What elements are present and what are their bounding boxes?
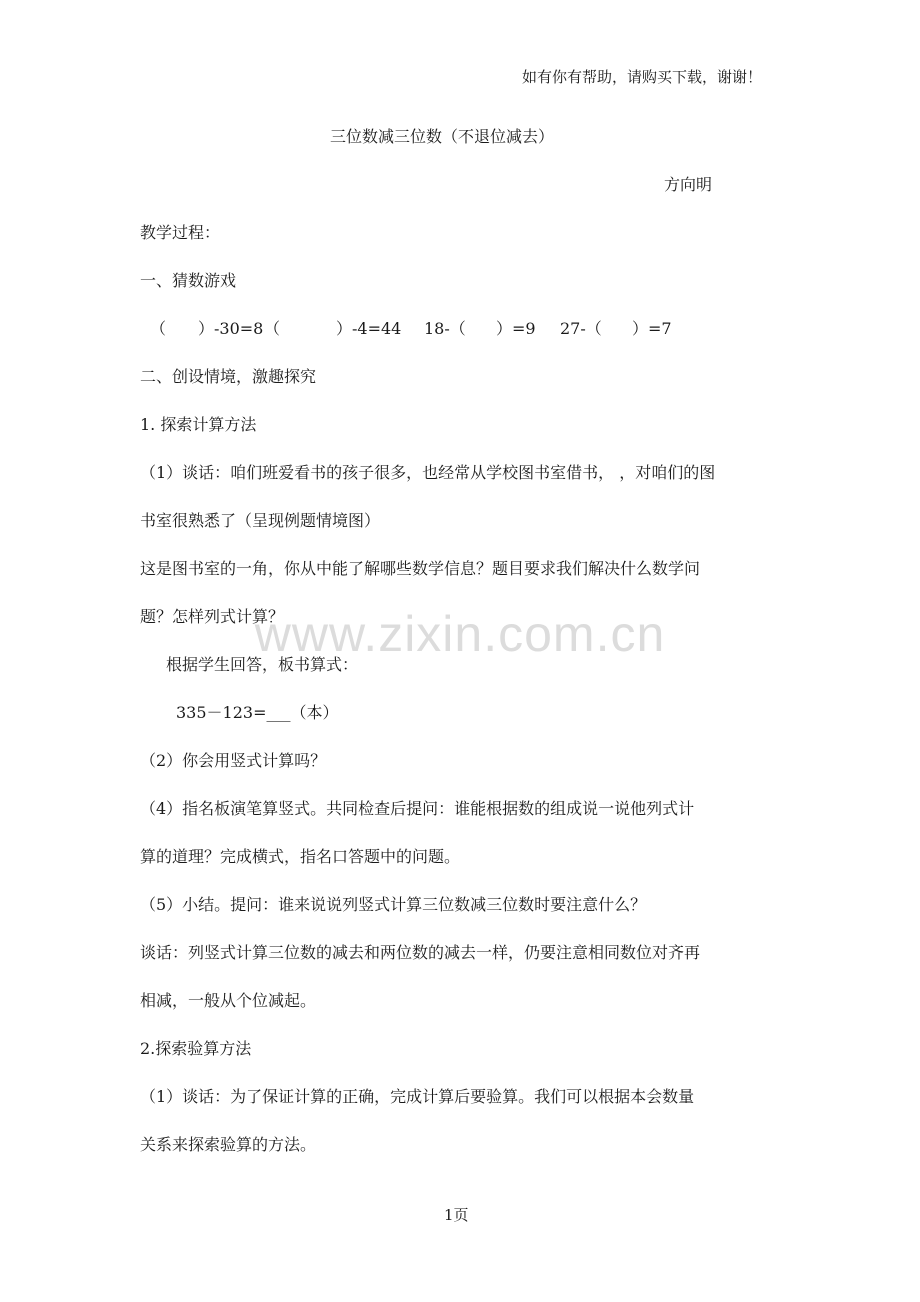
paragraph-1-line-1: （1）谈话：咱们班爱看书的孩子很多，也经常从学校图书室借书， ，对咱们的图 — [140, 463, 716, 482]
section-heading-2: 二、创设情境，激趣探究 — [140, 367, 317, 386]
subheading-1: 1. 探索计算方法 — [140, 415, 257, 434]
paragraph-5-line-2: 算的道理？完成横式，指名口答题中的问题。 — [140, 847, 461, 866]
author-name: 方向明 — [664, 175, 713, 194]
guess-3-open: 18-（ — [424, 319, 466, 338]
header-note: 如有你有帮助，请购买下载，谢谢！ — [522, 68, 763, 86]
watermark: www.zixin.com.cn — [254, 606, 666, 662]
paragraph-2-line-1: 这是图书室的一角，你从中能了解哪些数学信息？题目要求我们解决什么数学问 — [140, 559, 701, 578]
paragraph-4: （2）你会用竖式计算吗？ — [140, 751, 327, 770]
paragraph-8-line-1: （1）谈话：为了保证计算的正确，完成计算后要验算。我们可以根据本会数量 — [140, 1087, 695, 1106]
paragraph-7-line-2: 相减，一般从个位减起。 — [140, 991, 317, 1010]
guess-4-close: ）=7 — [632, 319, 672, 338]
subheading-2: 2.探索验算方法 — [140, 1039, 252, 1058]
section-heading-1: 一、猜数游戏 — [140, 271, 237, 290]
paragraph-8-line-2: 关系来探索验算的方法。 — [140, 1135, 317, 1154]
page-title: 三位数减三位数（不退位减去） — [330, 127, 555, 146]
paragraph-6: （5）小结。提问：谁来说说列竖式计算三位数减三位数时要注意什么？ — [140, 895, 647, 914]
paragraph-3: 根据学生回答，板书算式： — [166, 655, 359, 674]
guess-2-close: ）-4=44 — [336, 319, 402, 338]
guess-1-open: （ — [150, 319, 167, 338]
paragraph-1-line-2: 书室很熟悉了（呈现例题情境图） — [140, 511, 381, 530]
paragraph-7-line-1: 谈话：列竖式计算三位数的减去和两位数的减去一样，仍要注意相同数位对齐再 — [140, 943, 701, 962]
paragraph-5-line-1: （4）指名板演笔算竖式。共同检查后提问：谁能根据数的组成说一说他列式计 — [140, 799, 695, 818]
page-number: 1页 — [444, 1206, 469, 1224]
equation: 335－123=___（本） — [176, 703, 339, 722]
guess-1-close: ）-30=8 — [198, 319, 264, 338]
guess-4-open: 27-（ — [560, 319, 602, 338]
paragraph-2-line-2: 题？怎样列式计算？ — [140, 607, 285, 626]
process-label: 教学过程： — [140, 223, 221, 242]
guess-2-open: （ — [264, 319, 281, 338]
guess-3-close: ）=9 — [496, 319, 536, 338]
